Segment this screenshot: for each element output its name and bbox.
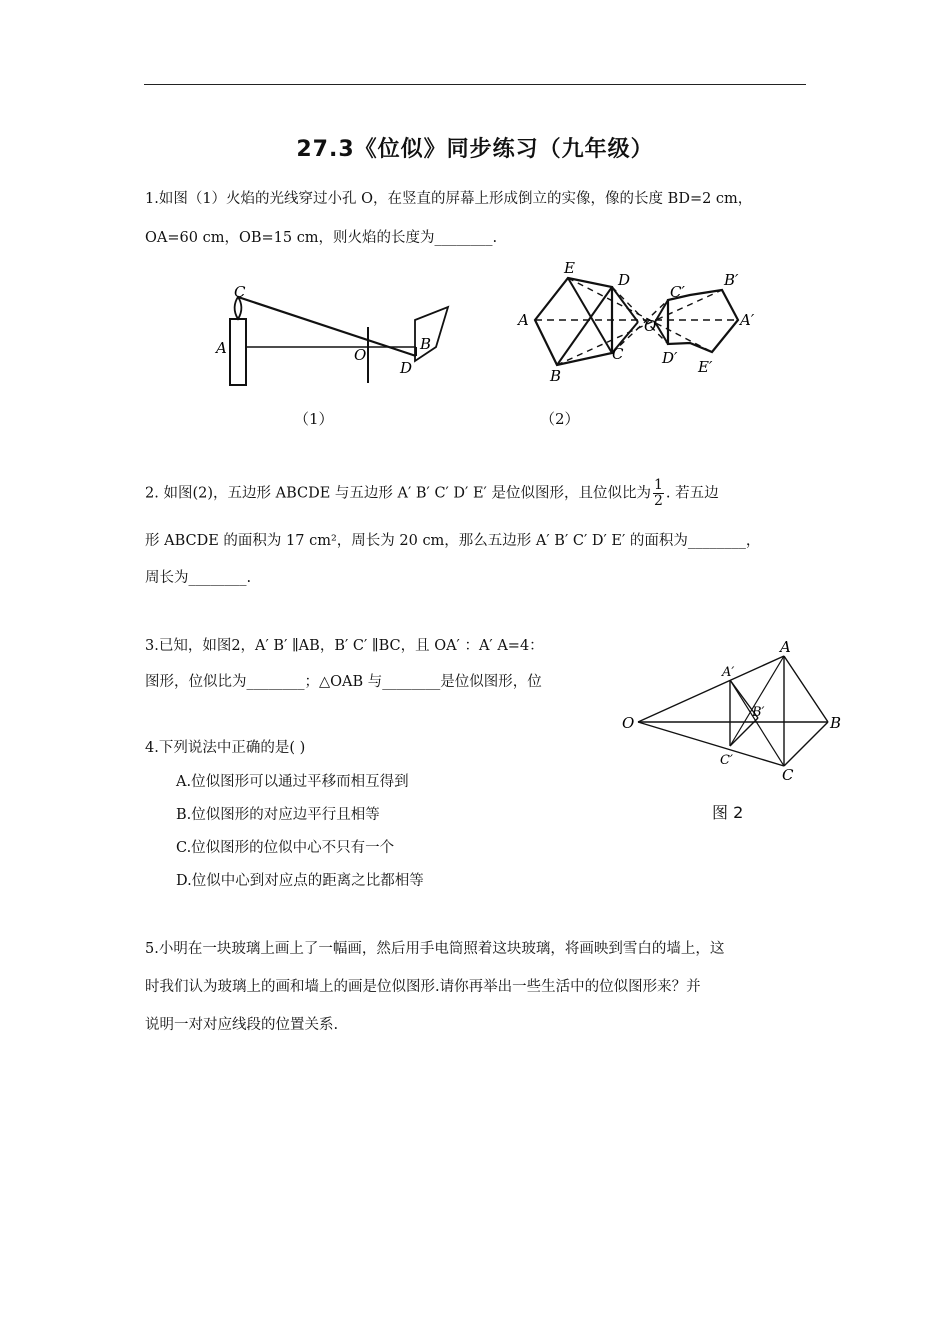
fig2-label-C: C bbox=[612, 345, 624, 363]
fig2-label-A1: A′ bbox=[740, 311, 755, 329]
fig2-label-E1: E′ bbox=[698, 358, 713, 376]
fig3-label-A1: A′ bbox=[722, 665, 735, 680]
q5-line3: 说明一对对应线段的位置关系. bbox=[145, 1017, 339, 1033]
q2-fraction bbox=[653, 478, 664, 509]
figure-3-triangle-diagram bbox=[618, 636, 848, 786]
figure-2-caption: （2） bbox=[540, 410, 580, 428]
fig3-label-B1: B′ bbox=[752, 705, 765, 720]
fig2-label-B1: B′ bbox=[724, 271, 739, 289]
q2-line1-text: 2. 如图(2)，五边形 ABCDE 与五边形 A′ B′ C′ D′ E′ 是位似图形，且位似比为 bbox=[145, 485, 651, 502]
q2-line1 bbox=[145, 478, 719, 509]
q1-line2: OA=60 cm，OB=15 cm，则火焰的长度为________. bbox=[145, 230, 498, 246]
q3-line2: 图形，位似比为________；△OAB 与________是位似图形，位 bbox=[145, 674, 542, 690]
fig2-label-D: D bbox=[618, 271, 631, 289]
fig2-label-B: B bbox=[550, 367, 562, 385]
q4-option-a: A.位似图形可以通过平移而相互得到 bbox=[176, 774, 409, 790]
header-rule bbox=[144, 84, 806, 85]
fig1-label-O: O bbox=[354, 346, 367, 364]
fig1-label-C: C bbox=[234, 283, 246, 301]
fig3-label-O: O bbox=[622, 714, 635, 732]
q4-option-d: D.位似中心到对应点的距离之比都相等 bbox=[176, 873, 424, 889]
figure-1-caption: （1） bbox=[294, 410, 334, 428]
fig3-label-B: B bbox=[830, 714, 842, 732]
fig2-label-O: O bbox=[644, 317, 657, 335]
pentagon-ABCDE bbox=[535, 278, 612, 365]
fig2-label-E: E bbox=[564, 259, 575, 277]
fig3-label-C: C bbox=[782, 766, 794, 784]
page-title: 27.3《位似》同步练习（九年级） bbox=[296, 137, 654, 162]
figure-1-pinhole-diagram bbox=[200, 275, 470, 395]
figure-3-caption: 图 2 bbox=[712, 803, 744, 822]
q2-fraction-numerator: 1 bbox=[653, 477, 663, 493]
q4-stem: 4.下列说法中正确的是( ) bbox=[145, 740, 306, 756]
q4-option-b: B.位似图形的对应边平行且相等 bbox=[176, 807, 380, 823]
q3-line1: 3.已知，如图2，A′ B′ ∥AB，B′ C′ ∥BC，且 OA′ ：A′ A=4： bbox=[145, 638, 544, 654]
q1-line1: 1.如图（1）火焰的光线穿过小孔 O，在竖直的屏幕上形成倒立的实像，像的长度 BD=2 cm， bbox=[145, 191, 753, 207]
q4-option-c: C.位似图形的位似中心不只有一个 bbox=[176, 840, 395, 856]
fig1-label-B: B bbox=[420, 335, 432, 353]
fig1-label-A: A bbox=[216, 339, 227, 357]
q2-line1-tail: . 若五边 bbox=[665, 485, 719, 502]
candle-body bbox=[230, 319, 246, 385]
fig2-label-A: A bbox=[518, 311, 529, 329]
q5-line1: 5.小明在一块玻璃上画上了一幅画，然后用手电筒照着这块玻璃，将画映到雪白的墙上，这 bbox=[145, 941, 725, 957]
fig1-label-D: D bbox=[400, 359, 413, 377]
fig2-label-D1: D′ bbox=[662, 349, 678, 367]
q5-line2: 时我们认为玻璃上的画和墙上的画是位似图形.请你再举出一些生活中的位似图形来？并 bbox=[145, 979, 701, 995]
q2-line3: 周长为________. bbox=[145, 570, 252, 586]
q2-line2: 形 ABCDE 的面积为 17 cm²，周长为 20 cm，那么五边形 A′ B′ C′ D′ E′ 的面积为________， bbox=[145, 533, 761, 549]
fig3-label-C1: C′ bbox=[720, 753, 733, 768]
figure-2-pentagons-diagram bbox=[510, 255, 770, 385]
q2-fraction-denominator: 2 bbox=[653, 493, 663, 509]
fig2-label-C1: C′ bbox=[670, 283, 685, 301]
fig3-label-A: A bbox=[780, 638, 791, 656]
